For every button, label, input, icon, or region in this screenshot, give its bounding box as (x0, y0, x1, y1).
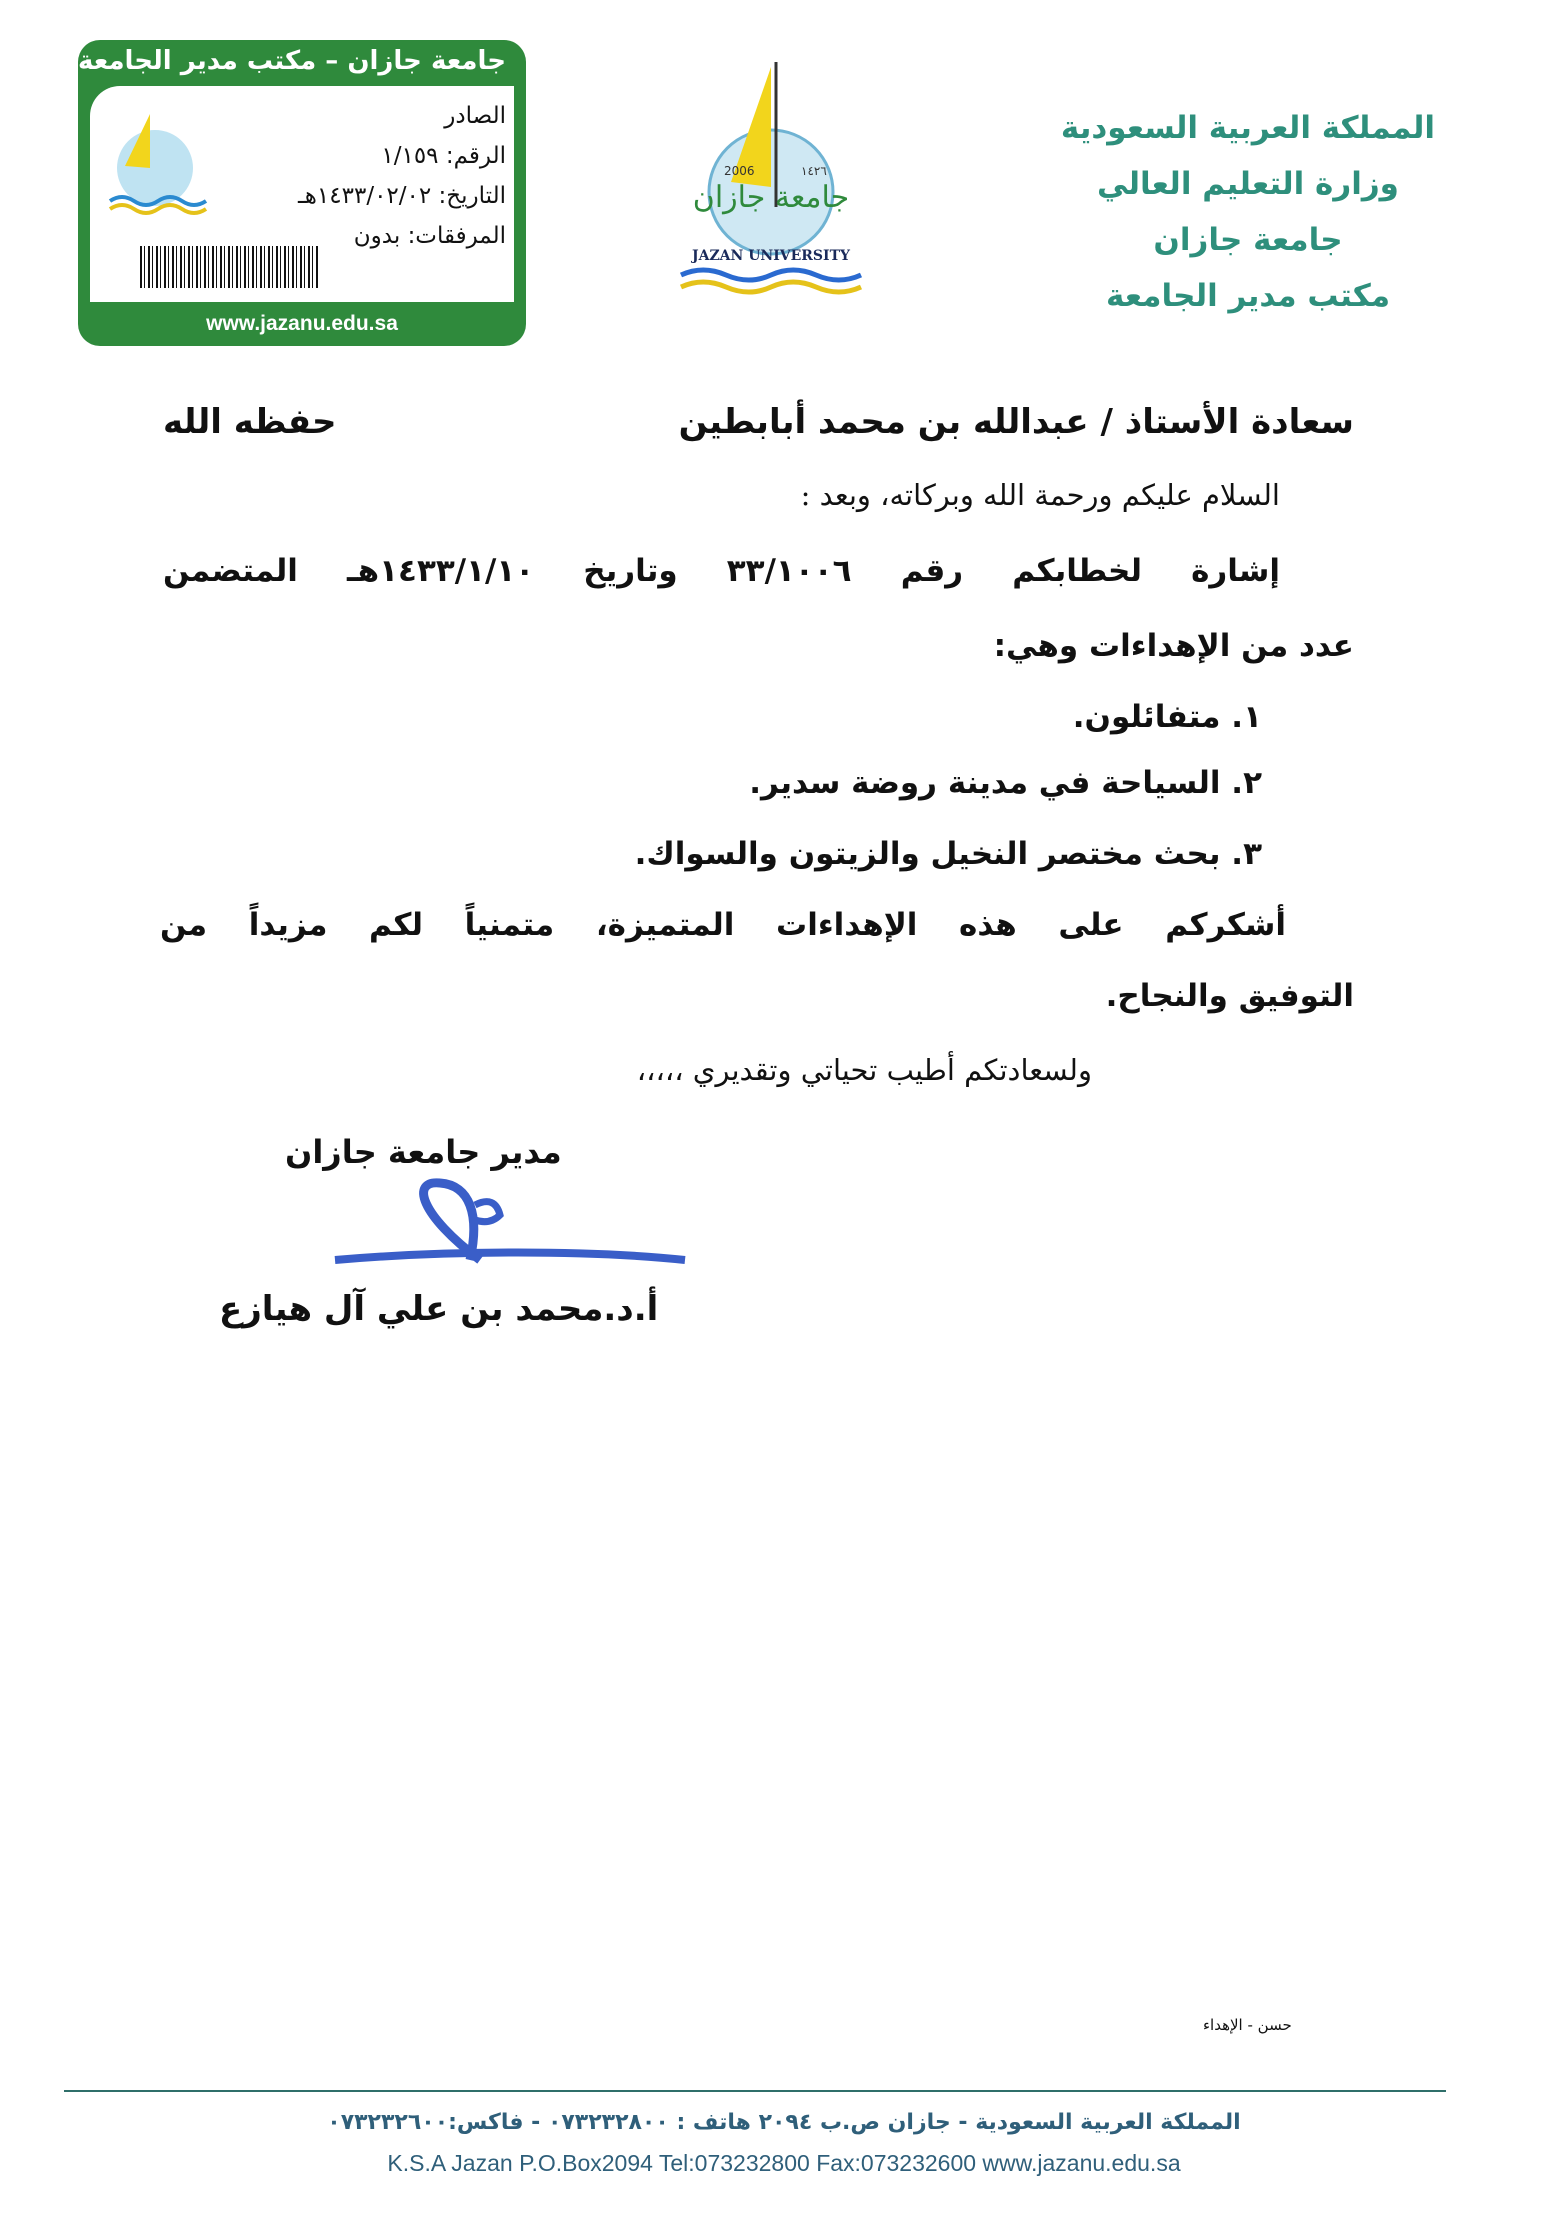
stamp-title: جامعة جازان – مكتب مدير الجامعة (78, 46, 506, 76)
list-item: ١. متفائلون. (1072, 699, 1262, 735)
stamp-field-outgoing: الصادر (444, 103, 506, 129)
logo-year-right: ١٤٢٦ (801, 164, 827, 178)
reference-note: حسن - الإهداء (1203, 2016, 1292, 2034)
signature (330, 1175, 690, 1275)
greeting: السلام عليكم ورحمة الله وبركاته، وبعد : (800, 478, 1280, 512)
paragraph-line: عدد من الإهداءات وهي: (993, 628, 1354, 664)
university-logo-icon (676, 57, 866, 302)
header-line: وزارة التعليم العالي (1097, 166, 1399, 202)
closing: ولسعادتكم أطيب تحياتي وتقديري ،،،،، (636, 1053, 1092, 1087)
stamp-url: www.jazanu.edu.sa (206, 312, 398, 335)
header-line: المملكة العربية السعودية (1060, 110, 1436, 146)
logo-text: JAZAN UNIVERSITY (691, 248, 851, 264)
paragraph-line: إشارة لخطابكم رقم ٣٣/١٠٠٦ وتاريخ ١٤٣٣/١/١٠هـ المتضمن (163, 553, 1281, 589)
university-logo-icon (100, 106, 215, 216)
logo-arabic: جامعة جازان (692, 180, 850, 215)
list-item: ٢. السياحة في مدينة روضة سدير. (749, 765, 1262, 801)
signer-title: مدير جامعة جازان (285, 1133, 562, 1171)
footer-arabic: المملكة العربية السعودية - جازان ص.ب ٢٠٩٤ هاتف : ٠٧٣٢٣٢٨٠٠ - فاكس:٠٧٣٢٣٢٦٠٠ (327, 2110, 1241, 2135)
addressee: سعادة الأستاذ / عبدالله بن محمد أبابطين (678, 402, 1354, 442)
paragraph-line: التوفيق والنجاح. (1105, 978, 1354, 1014)
stamp-field-number: الرقم: ١/١٥٩ (381, 143, 506, 169)
header-line: جامعة جازان (1153, 222, 1343, 258)
incoming-stamp (78, 40, 526, 346)
stamp-body (90, 86, 514, 302)
list-item: ٣. بحث مختصر النخيل والزيتون والسواك. (634, 836, 1262, 872)
logo-year-left: 2006 (724, 164, 755, 178)
letterhead-ministry (1038, 100, 1458, 324)
barcode (140, 246, 320, 288)
honorific: حفظه الله (163, 402, 337, 442)
footer-english: K.S.A Jazan P.O.Box2094 Tel:073232800 Fax:073232600 www.jazanu.edu.sa (387, 2150, 1181, 2176)
stamp-field-attachments: المرفقات: بدون (353, 223, 506, 249)
footer-divider (64, 2090, 1446, 2092)
header-line: مكتب مدير الجامعة (1105, 278, 1391, 314)
stamp-field-date: التاريخ: ١٤٣٣/٠٢/٠٢هـ (298, 183, 506, 209)
stamp-fields (298, 96, 506, 256)
signer-name: أ.د.محمد بن علي آل هيازع (219, 1289, 659, 1329)
paragraph-line: أشكركم على هذه الإهداءات المتميزة، متمنياً لكم مزيداً من (160, 907, 1286, 943)
